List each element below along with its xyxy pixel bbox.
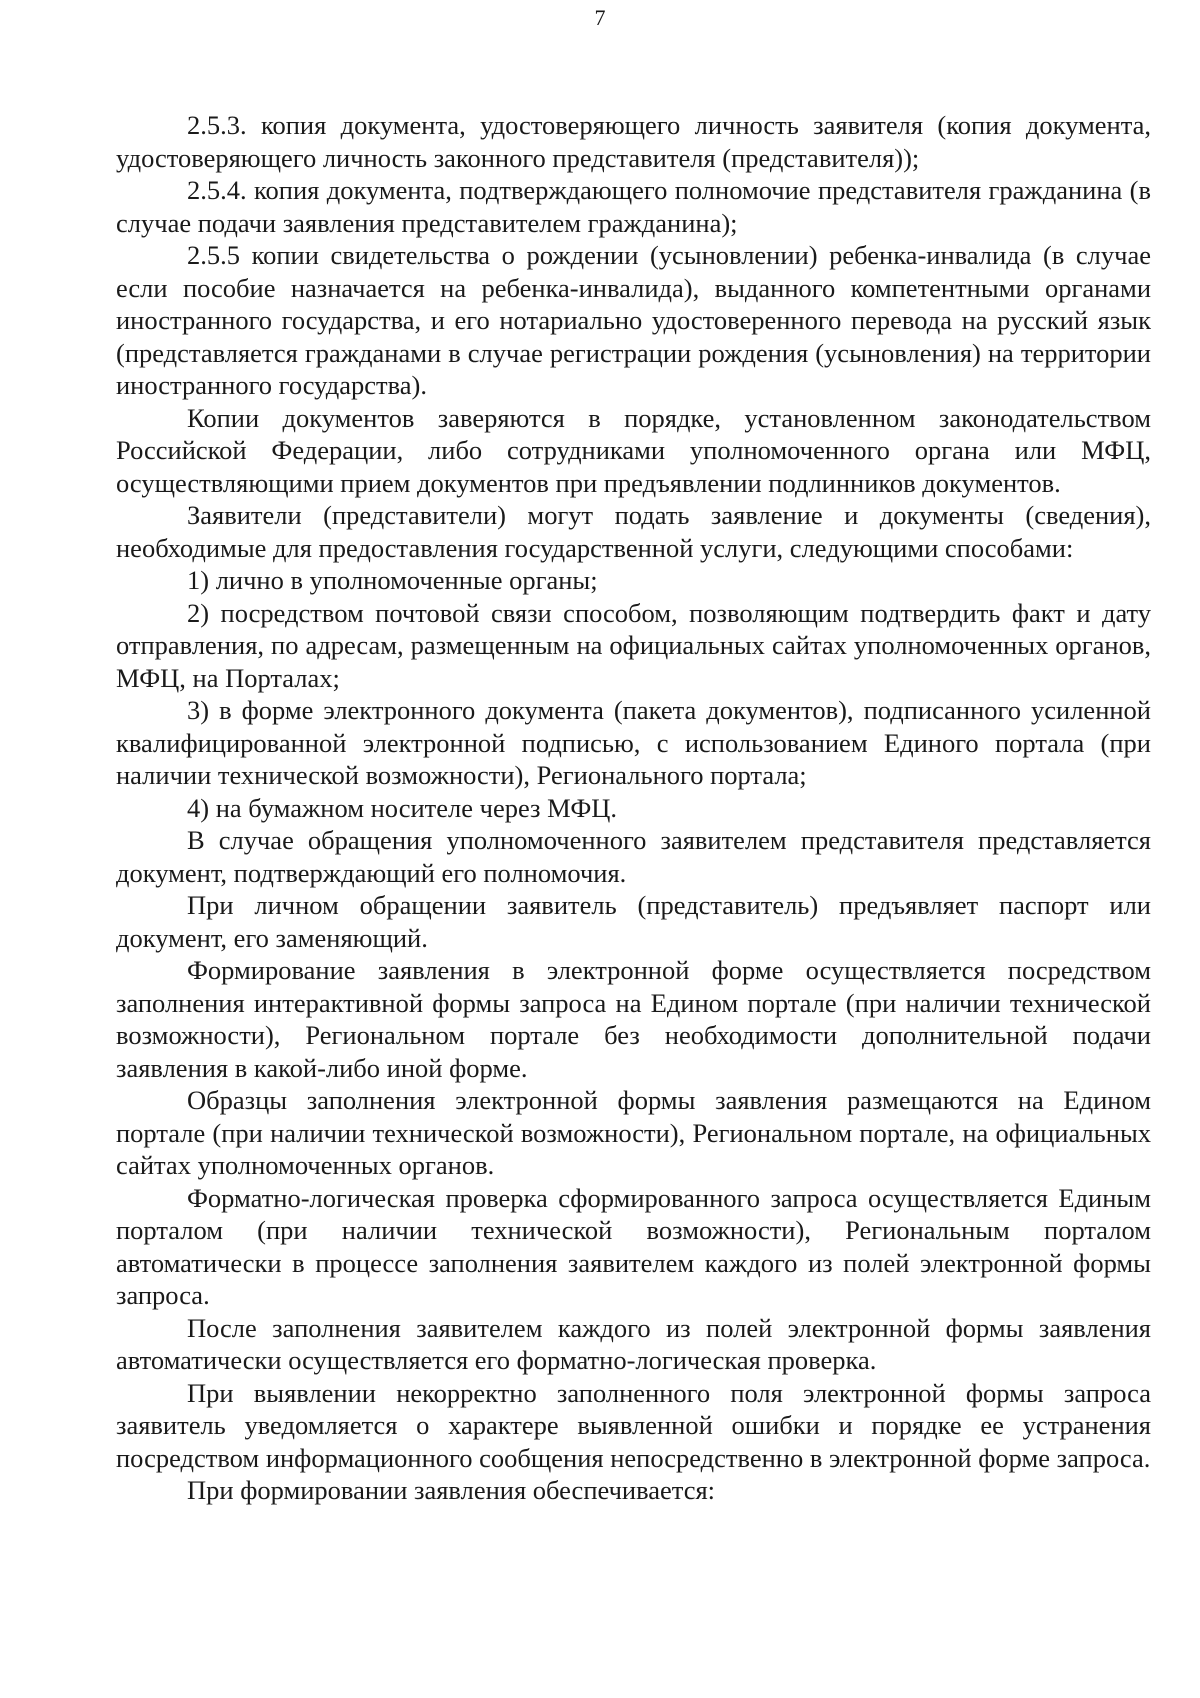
paragraph-representative: В случае обращения уполномоченного заявителем представителя представляется документ, подтверждающий его полномочия. [116, 825, 1151, 888]
paragraph-personal-appeal: При личном обращении заявитель (представитель) предъявляет паспорт или документ, его заменяющий. [116, 890, 1151, 953]
list-item-1: 1) лично в уполномоченные органы; [187, 565, 598, 595]
paragraph-form-samples: Образцы заполнения электронной формы заявления размещаются на Едином портале (при наличии технической возможности), Региональном портале, на официальных сайтах уполномоченных органов. [116, 1085, 1151, 1180]
paragraph-2-5-5: 2.5.5 копии свидетельства о рождении (усыновлении) ребенка-инвалида (в случае если пособие назначается на ребенка-инвалида), выданного компетентными органами иностранного государства, и его нотариально удостоверенного перевода на русский язык (представляется гражданами в случае регистрации рождения (усыновления) на территории иностранного государства). [116, 240, 1151, 400]
paragraph-format-check: Форматно-логическая проверка сформированного запроса осуществляется Единым порталом (при наличии технической возможности), Региональным порталом автоматически в процессе заполнения заявителем каждого из полей электронной формы запроса. [116, 1182, 1151, 1310]
document-body [116, 109, 1151, 1507]
paragraph-submission-methods: Заявители (представители) могут подать заявление и документы (сведения), необходимые для предоставления государственной услуги, следующими способами: [116, 500, 1151, 563]
list-item-3: 3) в форме электронного документа (пакета документов), подписанного усиленной квалифицированной электронной подписью, с использованием Единого портала (при наличии технической возможности), Регионального портала; [116, 695, 1151, 790]
paragraph-error-notification: При выявлении некорректно заполненного поля электронной формы запроса заявитель уведомляется о характере выявленной ошибки и порядке ее устранения посредством информационного сообщения непосредственно в электронной форме запроса. [116, 1377, 1151, 1473]
paragraph-2-5-4: 2.5.4. копия документа, подтверждающего полномочие представителя гражданина (в случае подачи заявления представителем гражданина); [116, 175, 1151, 238]
paragraph-formation-provides: При формировании заявления обеспечивается: [187, 1475, 716, 1505]
paragraph-after-filling: После заполнения заявителем каждого из полей электронной формы заявления автоматически осуществляется его форматно-логическая проверка. [116, 1312, 1151, 1375]
paragraph-2-5-3: 2.5.3. копия документа, удостоверяющего личность заявителя (копия документа, удостоверяющего личность законного представителя (представителя)); [116, 110, 1151, 173]
paragraph-electronic-form: Формирование заявления в электронной форме осуществляется посредством заполнения интерактивной формы запроса на Едином портале (при наличии технической возможности), Региональном портале без необходимости дополнительной подачи заявления в какой-либо иной форме. [116, 955, 1151, 1083]
paragraph-copies-certification: Копии документов заверяются в порядке, установленном законодательством Российской Федерации, либо сотрудниками уполномоченного органа или МФЦ, осуществляющими прием документов при предъявлении подлинников документов. [116, 402, 1151, 498]
page-number: 7 [594, 5, 606, 30]
list-item-2: 2) посредством почтовой связи способом, позволяющим подтвердить факт и дату отправления, по адресам, размещенным на официальных сайтах уполномоченных органов, МФЦ, на Порталах; [116, 597, 1151, 693]
list-item-4: 4) на бумажном носителе через МФЦ. [187, 792, 618, 823]
